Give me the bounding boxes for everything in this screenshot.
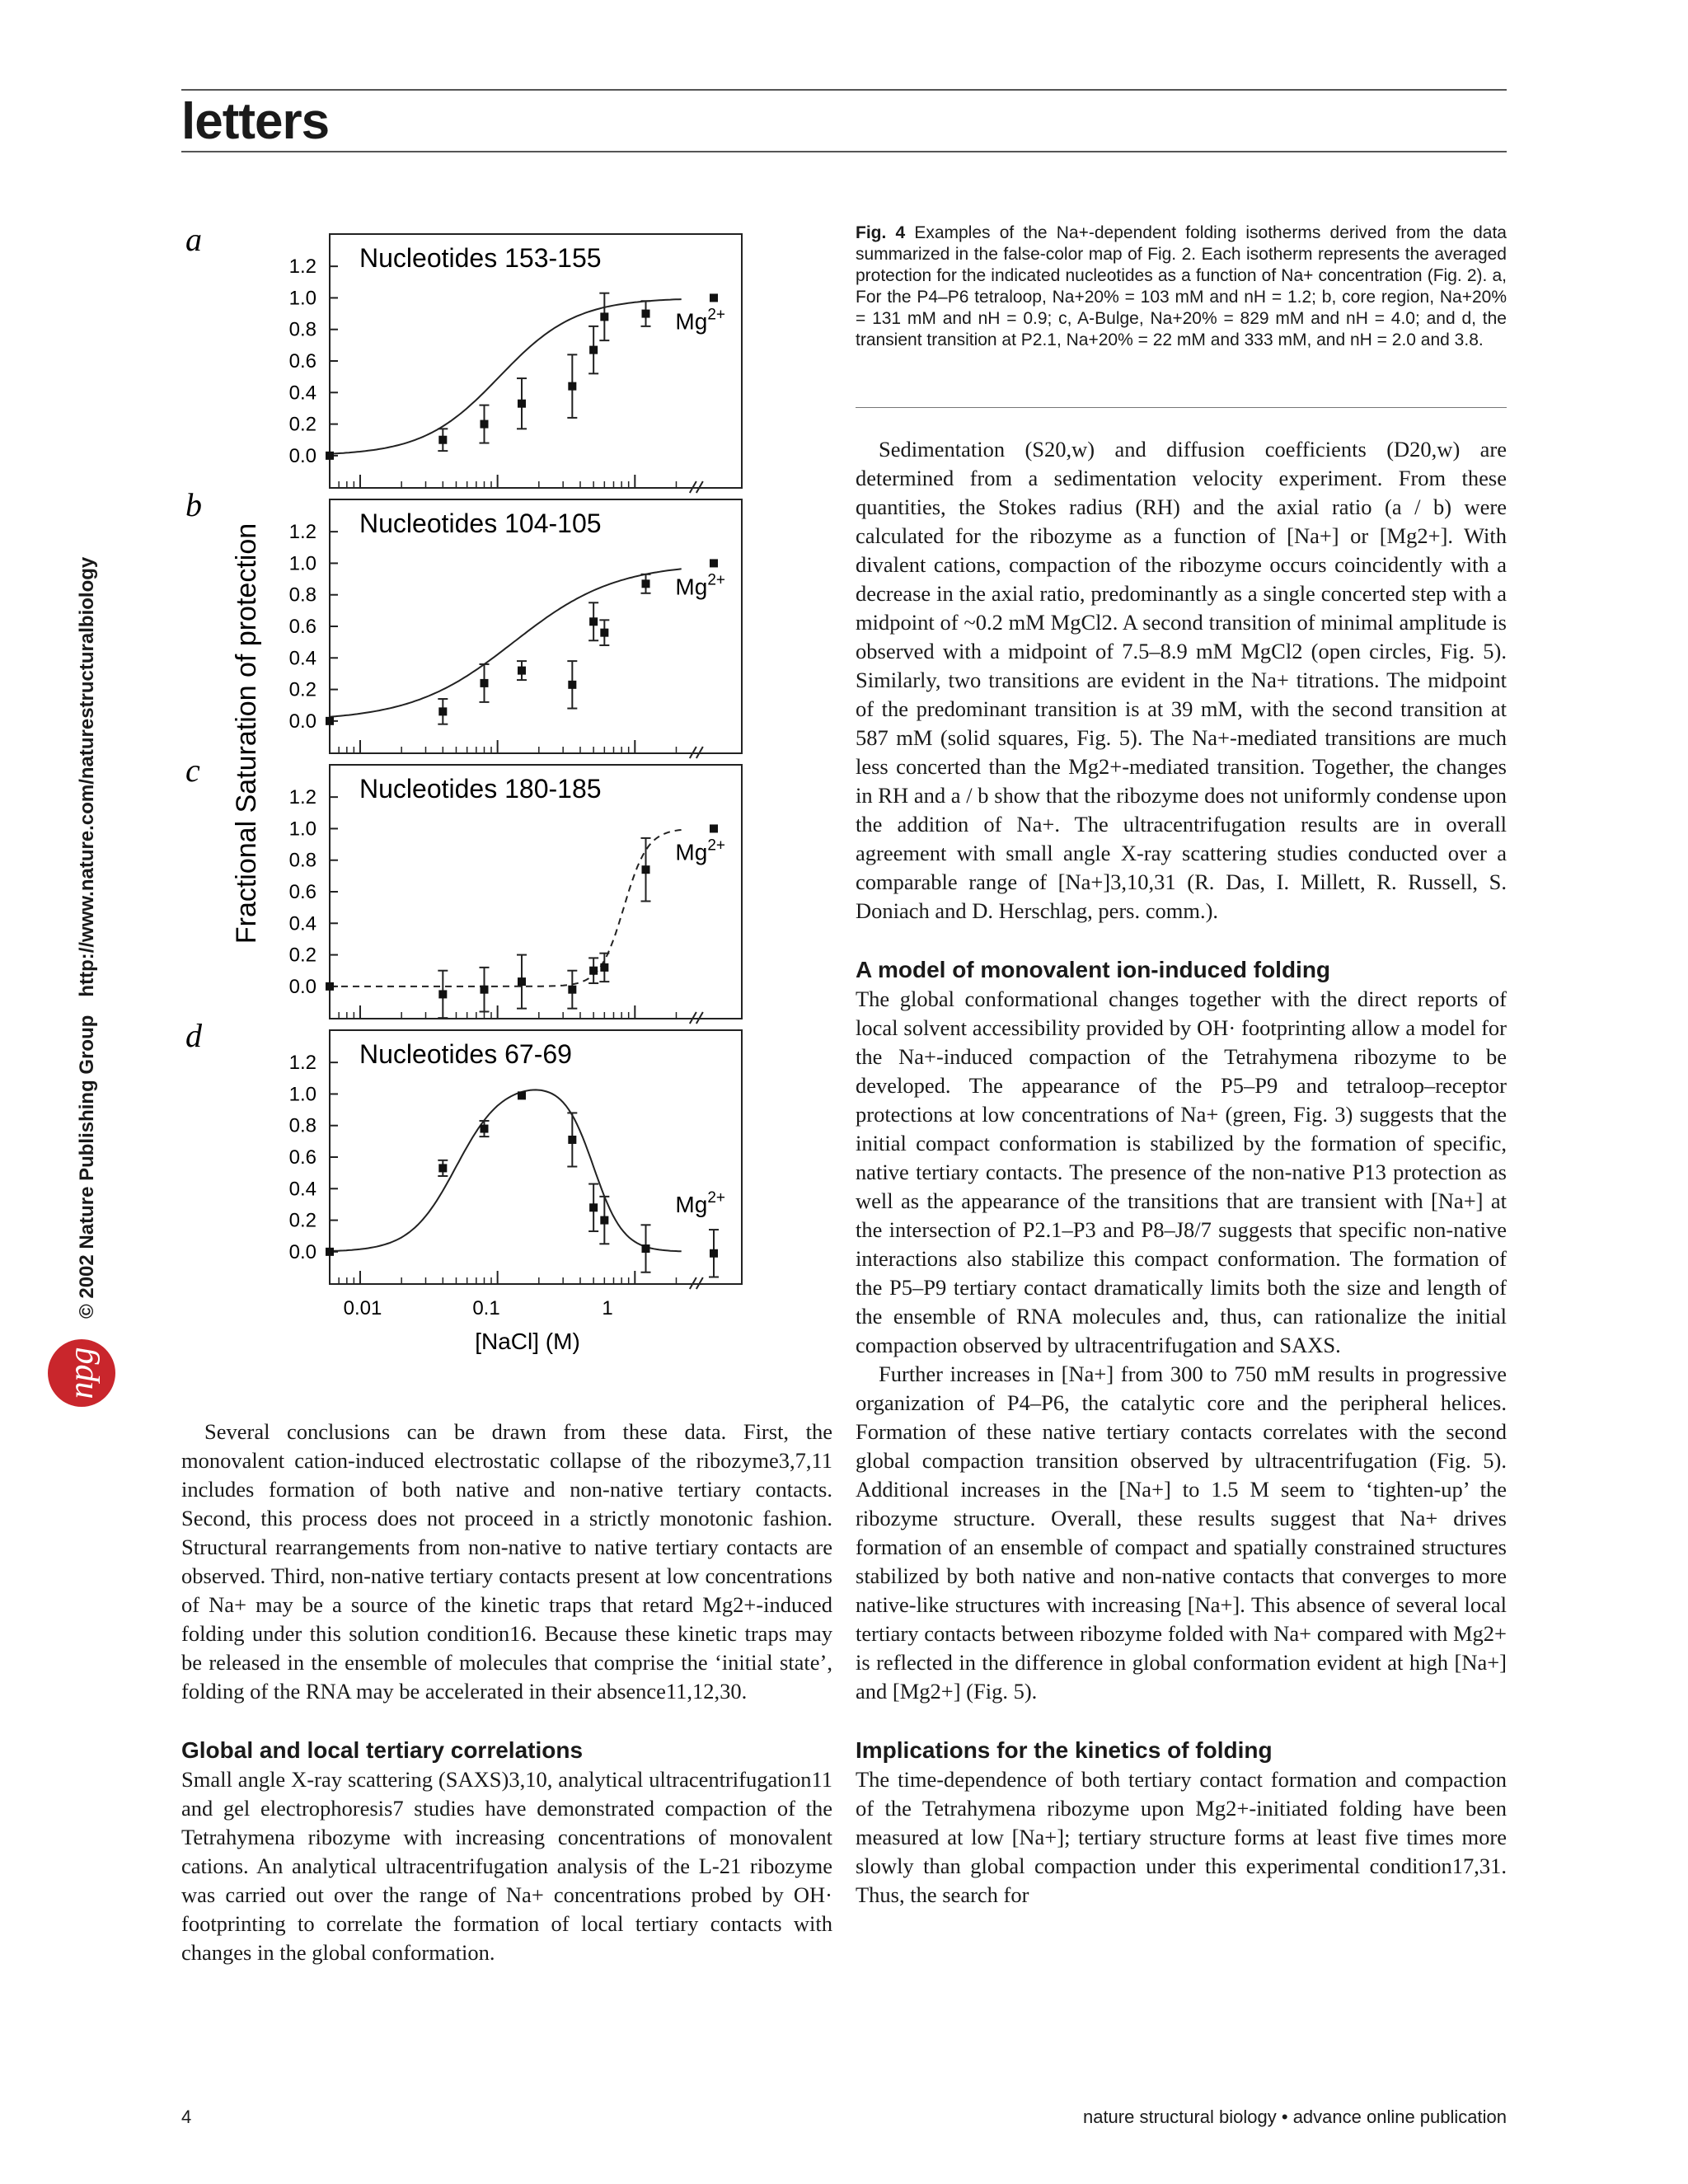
- y-tick-label: 1.0: [288, 818, 316, 841]
- data-point: [326, 452, 334, 460]
- y-tick-label: 0.2: [288, 944, 316, 967]
- y-tick-label: 0.0: [288, 710, 316, 733]
- data-point: [480, 1125, 488, 1133]
- y-tick-label: 0.0: [288, 444, 316, 467]
- mg2-data-point: [710, 559, 718, 567]
- panel-title: Nucleotides 104-105: [359, 509, 602, 538]
- section-heading: Global and local tertiary correlations: [181, 1737, 584, 1763]
- y-tick-label: 0.6: [288, 881, 316, 903]
- x-axis-label: [NaCl] (M): [475, 1329, 580, 1354]
- journal-footer: nature structural biology • advance online publication: [1082, 2107, 1507, 2127]
- y-tick-label: 1.0: [288, 552, 316, 575]
- fit-curve: [330, 569, 682, 717]
- data-point: [518, 1091, 526, 1099]
- panel-title: Nucleotides 153-155: [359, 243, 602, 273]
- y-tick-label: 0.6: [288, 350, 316, 373]
- y-tick-label: 1.2: [288, 521, 316, 544]
- data-point: [600, 312, 608, 321]
- y-tick-label: 0.0: [288, 975, 316, 998]
- caption-text: Examples of the Na+-dependent folding isotherms derived from the data summarized in the false-color map of Fig. 2. Each isotherm represents the averaged protection for the indicated nucleotides as a function of Na+ concentration (Fig. 2). a, For the P4–P6 tetraloop, Na+20% = 103 mM and nH = 1.2; b, core region, Na+20% = 131 mM and nH = 0.9; c, A-Bulge, Na+20% = 829 mM and nH = 4.0; and d, the transient transition at P2.1, Na+20% = 22 mM and 333 mM, and nH = 2.0 and 3.8.: [856, 223, 1507, 349]
- left-column: [181, 1418, 832, 1967]
- y-tick-label: 1.0: [288, 1083, 316, 1106]
- data-point: [568, 1136, 576, 1144]
- y-tick-label: 0.4: [288, 382, 316, 405]
- data-point: [480, 679, 488, 687]
- paragraph: Further increases in [Na+] from 300 to 750 mM results in progressive organization of P4–P6, the catalytic core and the peripheral helices. Formation of these native tertiary contacts correlates with the second global compaction transition observed by ultracentrifugation (Fig. 5). Additional increases in the [Na+] to 1.5 M seem to ‘tighten-up’ the ribozyme structure. Overall, these results suggest that Na+ drives formation of an ensemble of compact and spatially constrained structures stabilized by both native and non-native contacts that converges to more native-like structures with increasing [Na+]. This absence of several local tertiary contacts between ribozyme folded with Na+ compared with Mg2+ is reflected in the difference in global conformation evident at high [Na+] and [Mg2+] (Fig. 5).: [856, 1361, 1507, 1704]
- data-point: [568, 681, 576, 689]
- data-point: [600, 629, 608, 637]
- isotherm-panel-c: [185, 752, 742, 1024]
- data-point: [518, 667, 526, 675]
- figure-caption: [856, 223, 1507, 351]
- paragraph: Small angle X-ray scattering (SAXS)3,10, analytical ultracentrifugation11 and gel electrophoresis7 studies have demonstrated compaction of the Tetrahymena ribozyme with increasing concentrations of monovalent cations. An analytical ultracentrifugation analysis of the L-21 ribozyme was carried out over the range of Na+ concentrations probed by OH· footprinting to correlate the formation of local tertiary contacts with changes in the global conformation.: [181, 1767, 832, 1965]
- y-tick-label: 1.0: [288, 287, 316, 310]
- paragraph: The time-dependence of both tertiary contact formation and compaction of the Tetrahymena ribozyme upon Mg2+-initiated folding have been measured at low [Na+]; tertiary structure forms at least five times more slowly than global compaction under this experimental condition17,31. Thus, the search for: [856, 1767, 1507, 1907]
- y-tick-label: 0.8: [288, 583, 316, 607]
- journal-url[interactable]: http://www.nature.com/naturestructuralbiology: [76, 556, 98, 997]
- data-point: [480, 420, 488, 429]
- y-tick-label: 0.0: [288, 1240, 316, 1263]
- data-point: [642, 1244, 650, 1253]
- data-point: [642, 310, 650, 318]
- copyright-text: © 2002 Nature Publishing Group: [76, 1015, 98, 1319]
- section-title: letters: [181, 93, 330, 150]
- y-tick-label: 1.2: [288, 255, 316, 279]
- data-point: [438, 990, 447, 998]
- mg2-label: $Mg^{2+}$: [675, 306, 725, 335]
- panel-letter: a: [185, 221, 202, 258]
- panel-letter: d: [185, 1017, 202, 1054]
- mg2-data-point: [710, 293, 718, 302]
- isotherm-panel-b: [185, 486, 742, 758]
- y-tick-label: 0.4: [288, 1178, 316, 1201]
- isotherm-panel-d: [185, 1017, 742, 1289]
- y-tick-label: 0.4: [288, 647, 316, 670]
- header-rule-bottom: [181, 151, 1507, 152]
- data-point: [600, 1216, 608, 1225]
- header-rule-top: [181, 89, 1507, 91]
- paragraph: The global conformational changes together with the direct reports of local solvent accessibility provided by OH· footprinting allow a model for the Na+-induced compaction of the Tetrahymena ribozyme to be developed. The appearance of the P5–P9 and tetraloop–receptor protections at low concentrations of Na+ (green, Fig. 3) suggests that the initial compact conformation is stabilized by the formation of specific, native tertiary contacts. The presence of the non-native P13 protection as well as the appearance of the transitions that are transient with [Na+] at the intersection of P2.1–P3 and P8–J8/7 suggests that specific non-native interactions also stabilize this compact conformation. The formation of the P5–P9 tertiary contact dramatically limits both the size and length of the ensemble of RNA molecules and, thus, can rationalize the initial compaction observed by ultracentrifugation and SAXS.: [856, 987, 1507, 1357]
- y-tick-label: 0.4: [288, 912, 316, 935]
- mg2-data-point: [710, 1249, 718, 1258]
- caption-rule: [856, 407, 1507, 408]
- data-point: [589, 346, 598, 354]
- y-tick-label: 0.2: [288, 1209, 316, 1232]
- right-column: [856, 435, 1507, 1910]
- data-point: [568, 382, 576, 391]
- x-tick-label: 0.01: [343, 1297, 382, 1319]
- y-tick-label: 0.6: [288, 616, 316, 638]
- data-point: [589, 617, 598, 626]
- section-heading: A model of monovalent ion-induced folding: [856, 957, 1331, 982]
- y-tick-label: 0.6: [288, 1146, 316, 1169]
- fit-curve: [330, 299, 682, 453]
- y-axis-label: Fractional Saturation of protection: [231, 523, 262, 944]
- data-point: [642, 865, 650, 874]
- data-point: [518, 400, 526, 408]
- sidebar-copyright: [76, 412, 109, 1319]
- data-point: [642, 579, 650, 588]
- mg2-label: $Mg^{2+}$: [675, 837, 725, 865]
- y-tick-label: 0.2: [288, 413, 316, 436]
- mg2-label: $Mg^{2+}$: [675, 571, 725, 600]
- data-point: [600, 963, 608, 972]
- panel-title: Nucleotides 180-185: [359, 774, 602, 804]
- paragraph: Sedimentation (S20,w) and diffusion coefficients (D20,w) are determined from a sedimentation velocity experiment. From these quantities, the Stokes radius (RH) and the axial ratio (a / b) were calculated for the ribozyme as a function of [Na+] or [Mg2+]. With divalent cations, compaction of the ribozyme occurs coincidently with a decrease in the axial ratio, predominantly as a single concerted step with a midpoint of ~0.2 mM MgCl2. A second transition of minimal amplitude is observed with a midpoint of 7.5–8.9 mM MgCl2 (open circles, Fig. 5). Similarly, two transitions are evident in the Na+ titrations. The midpoint of the predominant transition is at 39 mM, with the second transition at 587 mM (solid squares, Fig. 5). The Na+-mediated transitions are much less concerted than the Mg2+-mediated transition. Together, the changes in RH and a / b show that the ribozyme does not uniformly condense upon the addition of Na+. The ultracentrifugation results are in overall agreement with small angle X-ray scattering studies conducted over a comparable range of [Na+]3,10,31 (R. Das, I. Millett, R. Russell, S. Doniach and D. Herschlag, pers. comm.).: [856, 437, 1507, 923]
- data-point: [568, 986, 576, 994]
- page-number: 4: [181, 2107, 192, 2127]
- caption-label: Fig. 4: [856, 223, 906, 242]
- fit-curve: [330, 830, 682, 987]
- y-tick-label: 0.8: [288, 849, 316, 872]
- data-point: [518, 977, 526, 986]
- fit-curve: [330, 1090, 682, 1251]
- npg-logo: [48, 1339, 115, 1407]
- npg-logo-text: npg: [63, 1347, 101, 1399]
- mg2-label: $Mg^{2+}$: [675, 1189, 725, 1217]
- data-point: [480, 986, 488, 994]
- data-point: [438, 1164, 447, 1172]
- x-tick-label: 1: [602, 1297, 613, 1319]
- isotherm-panel-a: [185, 221, 742, 493]
- data-point: [326, 982, 334, 991]
- data-point: [326, 1248, 334, 1256]
- y-tick-label: 0.2: [288, 678, 316, 701]
- panel-letter: b: [185, 486, 202, 523]
- x-tick-label: 0.1: [472, 1297, 500, 1319]
- section-heading: Implications for the kinetics of folding: [856, 1737, 1273, 1763]
- y-tick-label: 1.2: [288, 1052, 316, 1075]
- paragraph: Several conclusions can be drawn from these data. First, the monovalent cation-induced electrostatic collapse of the ribozyme3,7,11 includes formation of both native and non-native tertiary contacts. Second, this process does not proceed in a strictly monotonic fashion. Structural rearrangements from non-native to native tertiary contacts are observed. Third, non-native tertiary contacts present at low concentrations of Na+ may be a source of the kinetic traps that retard Mg2+-induced folding under this solution condition16. Because these kinetic traps may be released in the ensemble of molecules that comprise the ‘initial state’, folding of the RNA may be accelerated in their absence11,12,30.: [181, 1419, 832, 1704]
- figure-4: [165, 206, 791, 1376]
- panel-letter: c: [185, 752, 200, 789]
- y-tick-label: 0.8: [288, 1114, 316, 1137]
- data-point: [438, 707, 447, 715]
- data-point: [589, 967, 598, 975]
- data-point: [438, 436, 447, 444]
- y-tick-label: 0.8: [288, 318, 316, 341]
- mg2-data-point: [710, 824, 718, 832]
- data-point: [589, 1203, 598, 1212]
- panel-title: Nucleotides 67-69: [359, 1039, 572, 1069]
- y-tick-label: 1.2: [288, 786, 316, 809]
- data-point: [326, 717, 334, 725]
